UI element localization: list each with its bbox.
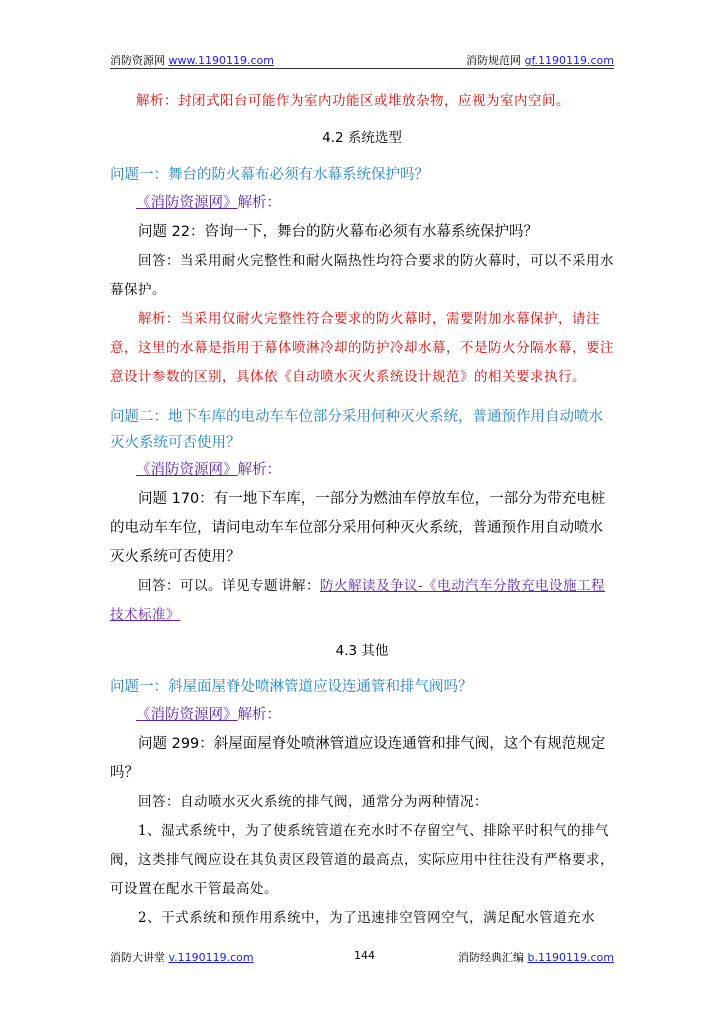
q1-analysis: 解析：当采用仅耐火完整性符合要求的防火幕时，需要附加水幕保护，请注意，这里的水幕是指用于幕体喷淋冷却的防护冷却水幕，不是防火分隔水幕，要注意设计参数的区别，具体依《自动喷水灭火系统设计规范》的相关要求执行。 — [110, 311, 614, 385]
q1-answer: 回答：当采用耐火完整性和耐火隔热性均符合要求的防火幕时，可以不采用水幕保护。 — [110, 253, 614, 298]
q3-answer: 回答：自动喷水灭火系统的排气阀，通常分为两种情况： — [138, 794, 488, 810]
q2-source-suffix: 解析： — [237, 462, 281, 478]
header-site-link[interactable]: www.1190119.com — [168, 54, 274, 67]
q1-source-suffix: 解析： — [237, 195, 281, 211]
q1-ask: 问题 22：咨询一下，舞台的防火幕布必须有水幕系统保护吗？ — [138, 224, 539, 240]
q1-source-link[interactable]: 《消防资源网》 — [136, 195, 238, 211]
page-footer — [110, 949, 614, 965]
header-left — [110, 52, 274, 68]
q3-source-link[interactable]: 《消防资源网》 — [136, 707, 238, 723]
q3-source-suffix: 解析： — [237, 707, 281, 723]
q3-source-line — [110, 701, 614, 730]
q2-answer-link[interactable]: 防火解读及争议-《电动汽车分散充电设施工程技术标准》 — [110, 578, 606, 623]
header-divider — [110, 68, 614, 69]
intro-analysis: 解析：封闭式阳台可能作为室内功能区或堆放杂物，应视为室内空间。 — [136, 93, 570, 109]
page-header — [110, 52, 614, 68]
q3-item-2: 2、干式系统和预作用系统中，为了迅速排空管网空气，满足配水管道充水 — [138, 910, 596, 926]
q1-source-line — [110, 189, 614, 218]
q3-item-1: 1、湿式系统中，为了使系统管道在充水时不存留空气、排除平时积气的排气阀，这类排气阀应设在其负责区段管道的最高点，实际应用中往往没有严格要求，可设置在配水干管最高处。 — [110, 823, 614, 897]
header-spec-name: 消防规范网 — [465, 54, 521, 67]
q2-answer — [110, 572, 614, 630]
footer-classic-link[interactable]: b.1190119.com — [527, 951, 614, 964]
q2-source-line — [110, 456, 614, 485]
footer-classic-name: 消防经典汇编 — [458, 951, 525, 964]
header-site-name: 消防资源网 — [110, 54, 165, 67]
footer-left — [110, 949, 254, 965]
section-4-3-title: 4.3 其他 — [335, 643, 389, 659]
page-body — [110, 88, 614, 933]
q3-ask: 问题 299：斜屋面屋脊处喷淋管道应设连通管和排气阀，这个有规范规定吗？ — [110, 736, 606, 781]
q3-question: 问题一：斜屋面屋脊处喷淋管道应设连通管和排气阀吗？ — [110, 679, 473, 695]
q1-question: 问题一：舞台的防火幕布必须有水幕系统保护吗？ — [110, 167, 429, 183]
q2-question: 问题二：地下车库的电动车车位部分采用何种灭火系统，普通预作用自动喷水灭火系统可否使用？ — [110, 409, 603, 451]
page-number: 144 — [354, 949, 375, 962]
header-spec-link[interactable]: gf.1190119.com — [524, 54, 614, 67]
q2-ask: 问题 170：有一地下车库，一部分为燃油车停放车位，一部分为带充电桩的电动车车位，请问电动车车位部分采用何种灭火系统，普通预作用自动喷水灭火系统可否使用？ — [110, 491, 606, 565]
q2-source-link[interactable]: 《消防资源网》 — [136, 462, 238, 478]
footer-right — [458, 949, 614, 965]
footer-lecture-link[interactable]: v.1190119.com — [168, 951, 254, 964]
footer-lecture-name: 消防大讲堂 — [110, 951, 165, 964]
q2-answer-prefix: 回答：可以。详见专题讲解： — [138, 578, 320, 594]
header-right — [466, 52, 614, 68]
section-4-2-title: 4.2 系统选型 — [322, 130, 402, 146]
